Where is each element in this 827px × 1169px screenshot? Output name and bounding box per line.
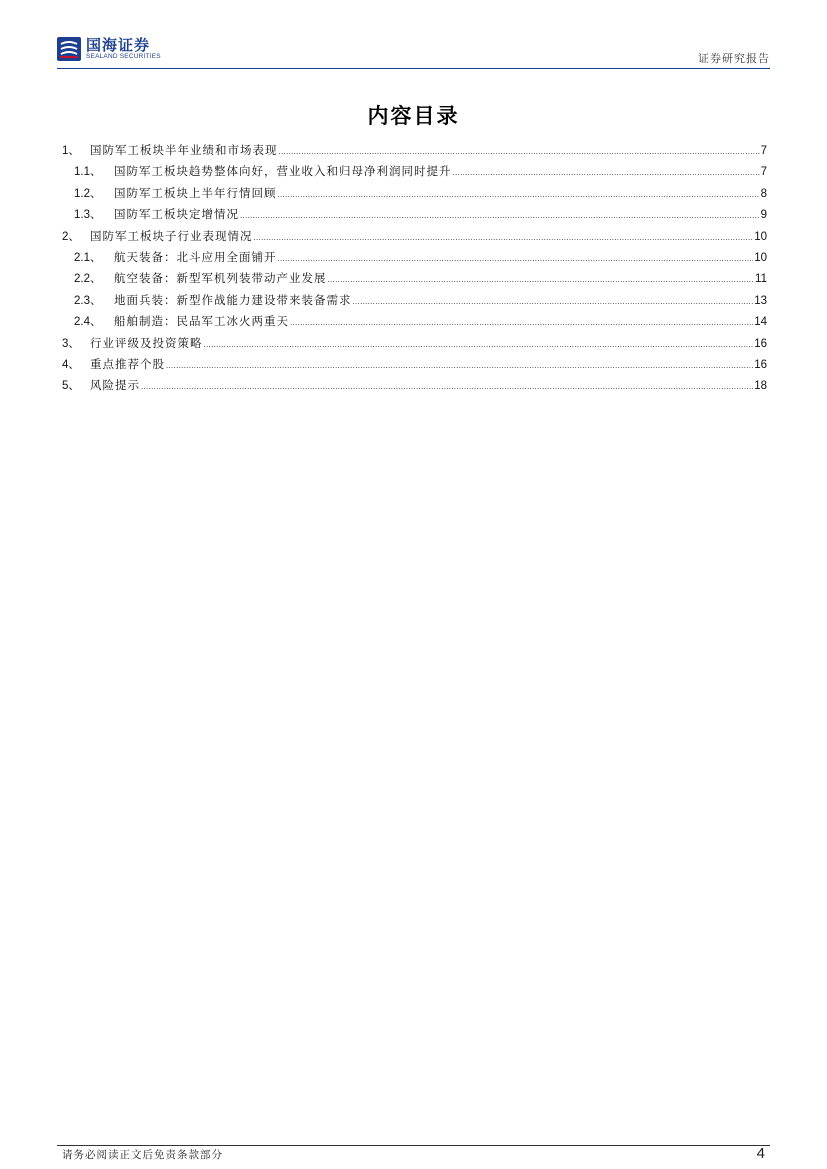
toc-entry-page: 7 <box>760 166 767 179</box>
toc-entry-number: 2.3、 <box>74 294 102 307</box>
toc-entry-label: 国防军工板块子行业表现情况 <box>90 228 253 243</box>
toc-entry[interactable] <box>62 183 767 204</box>
toc-entry-number: 3、 <box>62 337 80 350</box>
footer-disclaimer: 请务必阅读正文后免责条款部分 <box>62 1149 223 1161</box>
toc-entry[interactable] <box>62 268 767 289</box>
toc-leader-dots <box>204 334 754 355</box>
toc-entry-page: 9 <box>760 209 767 222</box>
toc-entry-page: 11 <box>755 273 767 286</box>
page-number: 4 <box>756 1145 765 1162</box>
toc-entry-number: 5、 <box>62 380 80 393</box>
report-type-label: 证券研究报告 <box>698 52 770 65</box>
toc-entry[interactable] <box>62 375 767 396</box>
toc-entry[interactable] <box>62 354 767 375</box>
toc-entry-number: 1.2、 <box>74 187 102 200</box>
header-divider <box>57 68 770 69</box>
toc-entry-number: 2.2、 <box>74 273 102 286</box>
toc-entry[interactable] <box>62 204 767 225</box>
toc-entry-label: 航天装备：北斗应用全面铺开 <box>114 249 277 264</box>
toc-entry-number: 2.1、 <box>74 251 102 264</box>
toc-entry[interactable] <box>62 161 767 182</box>
toc-entry-label: 国防军工板块半年业绩和市场表现 <box>90 143 278 157</box>
page-header <box>57 30 770 66</box>
company-logo <box>57 36 161 62</box>
toc-entry[interactable] <box>62 140 767 161</box>
logo-chinese-name: 国海证券 <box>86 36 151 54</box>
toc-leader-dots <box>279 141 760 162</box>
toc-entry-label: 国防军工板块趋势整体向好，营业收入和归母净利润同时提升 <box>114 164 452 179</box>
toc-leader-dots <box>453 162 760 183</box>
toc-leader-dots <box>141 376 753 397</box>
toc-leader-dots <box>278 248 754 269</box>
toc-entry-label: 风险提示 <box>90 378 140 393</box>
toc-leader-dots <box>254 227 754 248</box>
toc-entry-page: 10 <box>754 251 767 264</box>
toc-entry[interactable] <box>62 333 767 354</box>
toc-entry[interactable] <box>62 226 767 247</box>
logo-english-name: SEALAND SECURITIES <box>86 53 161 60</box>
toc-leader-dots <box>290 312 753 333</box>
toc-leader-dots <box>278 184 760 205</box>
toc-entry-label: 重点推荐个股 <box>90 356 165 371</box>
toc-entry-page: 16 <box>754 337 767 350</box>
toc-entry-label: 地面兵装：新型作战能力建设带来装备需求 <box>114 292 352 307</box>
toc-entry-number: 1.3、 <box>74 209 102 222</box>
toc-entry-page: 13 <box>754 294 767 307</box>
toc-entry-page: 14 <box>754 316 767 329</box>
toc-leader-dots <box>240 205 760 226</box>
toc-entry-number: 1、 <box>62 145 80 157</box>
toc-title: 内容目录 <box>367 104 460 128</box>
logo-text <box>86 37 161 61</box>
toc-entry-number: 2.4、 <box>74 316 102 329</box>
toc-entry[interactable] <box>62 290 767 311</box>
toc-entry-label: 国防军工板块上半年行情回顾 <box>114 185 277 200</box>
toc-entry-page: 16 <box>754 358 767 371</box>
toc-entry-label: 行业评级及投资策略 <box>90 335 203 350</box>
table-of-contents <box>62 140 767 397</box>
footer-divider <box>57 1145 770 1146</box>
toc-entry-number: 2、 <box>62 230 80 243</box>
toc-entry-number: 1.1、 <box>74 166 102 179</box>
toc-leader-dots <box>166 355 753 376</box>
toc-entry-page: 7 <box>760 145 767 157</box>
toc-leader-dots <box>353 291 754 312</box>
toc-entry-page: 10 <box>754 230 767 243</box>
toc-entry-label: 船舶制造：民品军工冰火两重天 <box>114 314 289 329</box>
toc-entry-label: 航空装备：新型军机列装带动产业发展 <box>114 271 327 286</box>
toc-entry-page: 18 <box>754 380 767 393</box>
toc-entry[interactable] <box>62 311 767 332</box>
toc-entry-page: 8 <box>760 187 767 200</box>
toc-leader-dots <box>328 269 755 290</box>
toc-entry[interactable] <box>62 247 767 268</box>
toc-entry-number: 4、 <box>62 358 80 371</box>
sealand-logo-icon <box>57 37 81 61</box>
toc-entry-label: 国防军工板块定增情况 <box>114 207 239 222</box>
